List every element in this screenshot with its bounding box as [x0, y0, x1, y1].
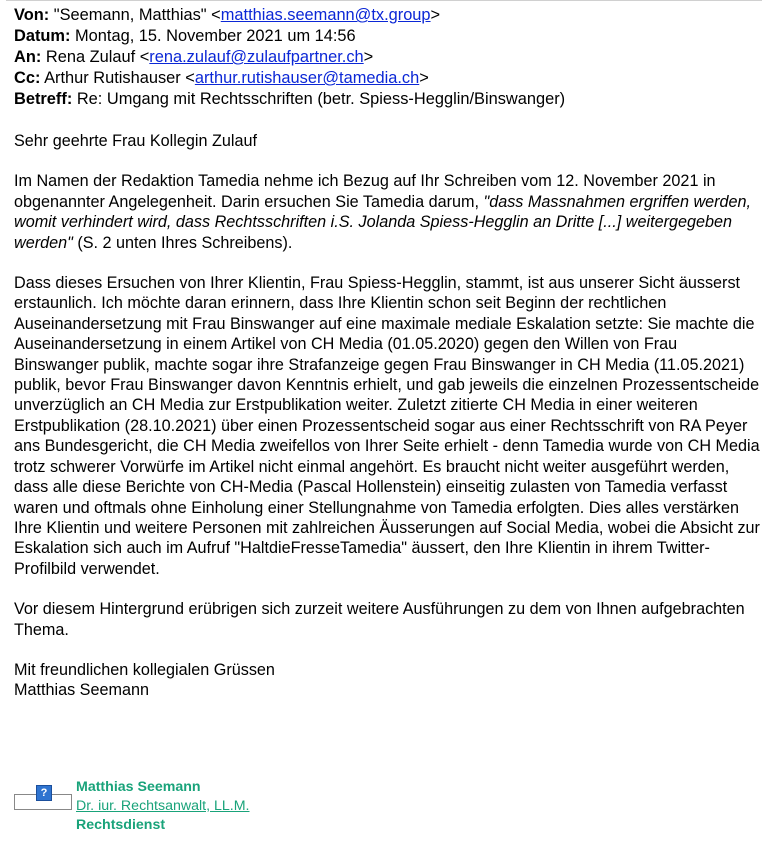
paragraph-1-end: (S. 2 unten Ihres Schreibens). [72, 233, 293, 252]
date-label: Datum: [14, 27, 71, 45]
date-value: Montag, 15. November 2021 um 14:56 [75, 27, 356, 45]
header-cc [14, 68, 760, 89]
paragraph-1 [14, 171, 760, 253]
from-email-link[interactable]: matthias.seemann@tx.group [220, 6, 431, 24]
greeting: Sehr geehrte Frau Kollegin Zulauf [14, 132, 257, 150]
signature-title: Dr. iur. Rechtsanwalt, LL.M. [76, 798, 250, 814]
header-to [14, 47, 760, 68]
paragraph-3: Vor diesem Hintergrund erübrigen sich zurzeit weitere Ausführungen zu dem von Ihnen aufgebrachten Thema. [14, 600, 745, 639]
subject-value: Re: Umgang mit Rechtsschriften (betr. Spiess-Hegglin/Binswanger) [76, 90, 566, 108]
paragraph-1-start: Im Namen der Redaktion Tamedia nehme ich Bezug auf Ihr Schreiben vom 12. November 2021 in obgenannter Angelegenheit. Darin ersuchen Sie Tamedia darum, [14, 172, 716, 211]
email-body [14, 131, 760, 701]
signature-logo-placeholder [14, 782, 72, 810]
top-divider [6, 0, 762, 1]
to-name: Rena Zulauf < [45, 48, 150, 66]
header-subject [14, 89, 760, 110]
closing: Mit freundlichen kollegialen Grüssen [14, 660, 275, 679]
signature-name: Matthias Seemann [76, 779, 201, 795]
from-bracket: > [430, 6, 441, 24]
to-email-link[interactable]: rena.zulauf@zulaufpartner.ch [149, 48, 364, 66]
signature-text [76, 778, 249, 835]
header-from [14, 5, 760, 26]
missing-image-icon: ? [36, 785, 52, 801]
closing-name: Matthias Seemann [14, 681, 149, 700]
cc-name: Arthur Rutishauser < [44, 69, 195, 87]
header-date [14, 26, 760, 47]
to-bracket: > [363, 48, 374, 66]
cc-label: Cc: [14, 69, 41, 87]
from-label: Von: [14, 6, 50, 24]
paragraph-2: Dass dieses Ersuchen von Ihrer Klientin, Frau Spiess-Hegglin, stammt, ist aus unserer Sicht äusserst erstaunlich. Ich möchte daran erinnern, dass Ihre Klientin schon seit Beginn der rechtlichen Auseinandersetzung mit Frau Binswanger auf eine maximale mediale Eskalation setzte: Sie machte die Auseinandersetzung in einem Artikel von CH Media (01.05.2020) gegen den Willen von Frau Binswanger publik, machte sogar ihre Strafanzeige gegen Frau Binswanger in CH Media (11.05.2021) publik, bevor Frau Binswanger davon Kenntnis erhielt, und gab jeweils die einzelnen Prozessentscheide unverzüglich an CH Media zur Erstpublikation weiter. Zuletzt zitierte CH Media in einer weiteren Erstpublikation (28.10.2021) über einen Prozessentscheid sogar aus einer Rechtsschrift von RA Peyer ans Bundesgericht, die CH Media zweifellos von Ihrer Seite erhielt - denn Tamedia wurde von CH Media trotz schwerer Vorwürfe im Artikel nicht einmal angehört. Es braucht nicht weiter ausgeführt werden, dass alle diese Berichte von CH-Media (Pascal Hollenstein) einseitig zulasten von Tamedia verfasst waren und oftmals ohne Einholung einer Stellungnahme von Tamedia erfolgten. Dies alles verstärken Ihre Klientin und weitere Personen mit zahlreichen Äusserungen auf Social Media, wobei die Absicht zur Eskalation sich auch im Aufruf "HaltdieFresseTamedia" äussert, den Ihre Klientin in ihrem Twitter-Profilbild verwendet. [14, 274, 760, 578]
from-name: "Seemann, Matthias" < [53, 6, 221, 24]
signature-department: Rechtsdienst [76, 817, 166, 833]
subject-label: Betreff: [14, 90, 73, 108]
quoted-request: "dass Massnahmen ergriffen werden, womit verhindert wird, dass Rechtsschriften i.S. Jolanda Spiess-Hegglin an Dritte [...] weitergegeben werden" [14, 192, 752, 252]
to-label: An: [14, 48, 42, 66]
email-signature [14, 778, 374, 838]
cc-bracket: > [419, 69, 429, 87]
cc-email-link[interactable]: arthur.rutishauser@tamedia.ch [194, 69, 420, 87]
email-message [14, 5, 760, 701]
